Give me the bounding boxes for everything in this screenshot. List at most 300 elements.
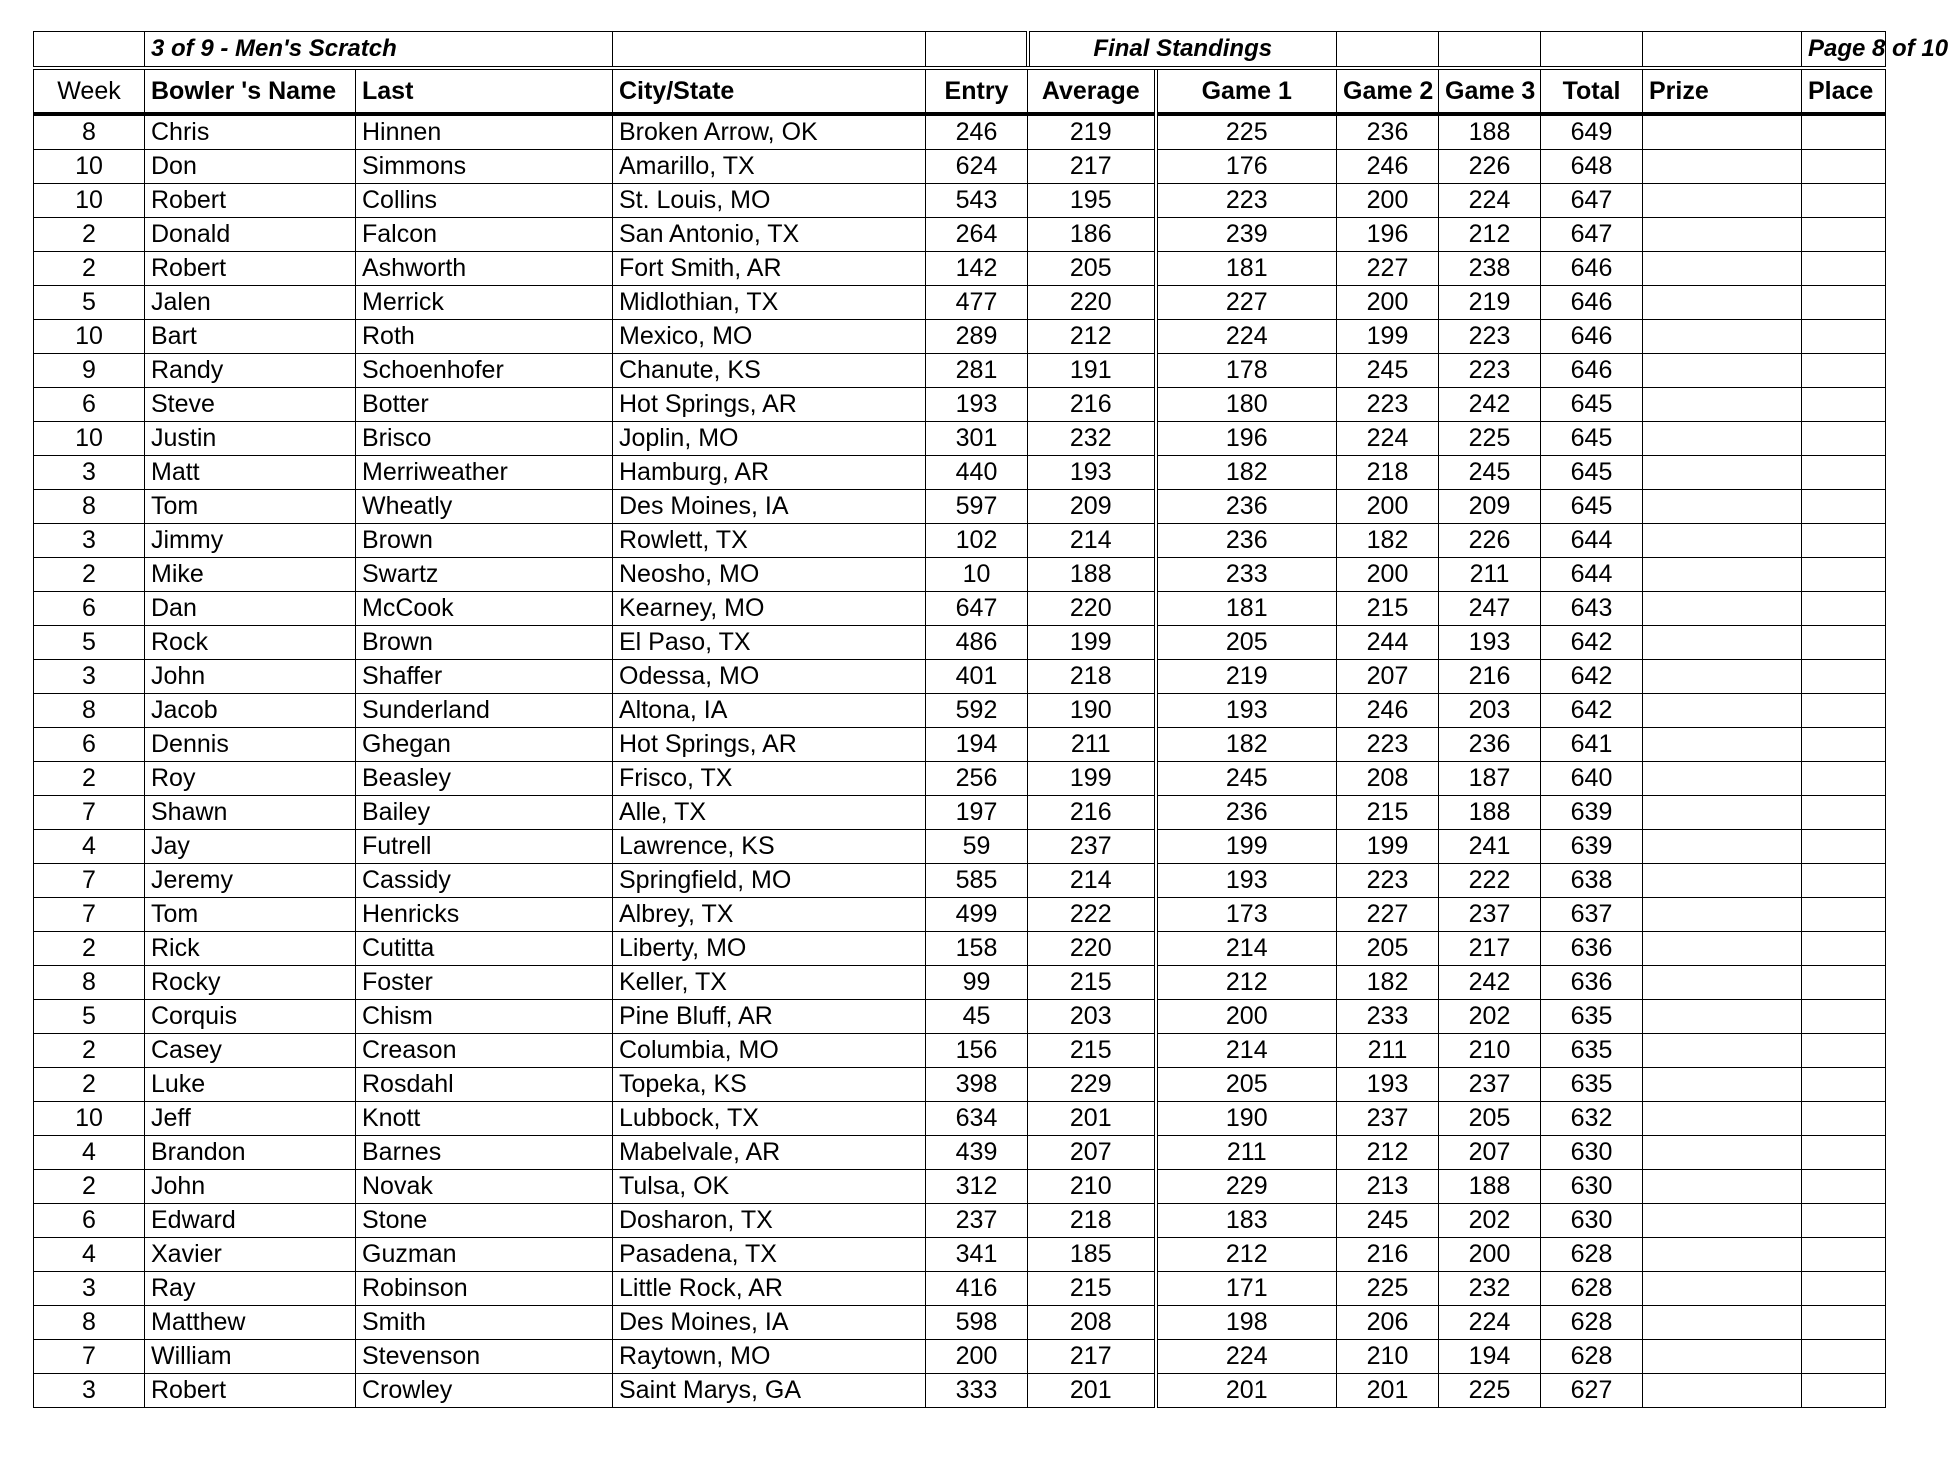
cell-last-name: Brown [356, 626, 613, 660]
cell-first-name: Rocky [145, 966, 356, 1000]
col-game-2: Game 2 [1337, 68, 1439, 114]
cell-week: 10 [34, 150, 145, 184]
cell-average: 207 [1028, 1136, 1156, 1170]
cell-entry: 256 [926, 762, 1028, 796]
cell-last-name: Merrick [356, 286, 613, 320]
cell-week: 4 [34, 830, 145, 864]
cell-game-2: 225 [1337, 1272, 1439, 1306]
cell-prize [1643, 1000, 1802, 1034]
cell-place [1802, 320, 1886, 354]
title-row [34, 32, 1886, 69]
cell-total: 627 [1541, 1374, 1643, 1408]
cell-game-1: 182 [1156, 728, 1337, 762]
cell-week: 8 [34, 1306, 145, 1340]
cell-last-name: Cassidy [356, 864, 613, 898]
cell-last-name: Brown [356, 524, 613, 558]
cell-city-state: Mexico, MO [613, 320, 926, 354]
cell-prize [1643, 762, 1802, 796]
cell-place [1802, 252, 1886, 286]
table-row [34, 1136, 1886, 1170]
cell-game-1: 196 [1156, 422, 1337, 456]
cell-week: 6 [34, 728, 145, 762]
cell-entry: 197 [926, 796, 1028, 830]
cell-city-state: Keller, TX [613, 966, 926, 1000]
cell-game-3: 210 [1439, 1034, 1541, 1068]
cell-total: 639 [1541, 796, 1643, 830]
cell-average: 211 [1028, 728, 1156, 762]
cell-last-name: Shaffer [356, 660, 613, 694]
cell-total: 644 [1541, 524, 1643, 558]
cell-game-3: 187 [1439, 762, 1541, 796]
cell-first-name: Dennis [145, 728, 356, 762]
cell-week: 2 [34, 558, 145, 592]
cell-week: 6 [34, 1204, 145, 1238]
cell-game-2: 216 [1337, 1238, 1439, 1272]
cell-last-name: Guzman [356, 1238, 613, 1272]
cell-game-1: 236 [1156, 490, 1337, 524]
cell-game-2: 205 [1337, 932, 1439, 966]
cell-city-state: Hot Springs, AR [613, 388, 926, 422]
cell-last-name: Rosdahl [356, 1068, 613, 1102]
cell-game-3: 223 [1439, 354, 1541, 388]
standings-table [33, 31, 1948, 1408]
cell-place [1802, 1068, 1886, 1102]
table-row [34, 320, 1886, 354]
cell-week: 3 [34, 1272, 145, 1306]
cell-game-1: 180 [1156, 388, 1337, 422]
cell-game-2: 206 [1337, 1306, 1439, 1340]
col-prize: Prize [1643, 68, 1802, 114]
cell-game-1: 181 [1156, 592, 1337, 626]
cell-first-name: Randy [145, 354, 356, 388]
table-row [34, 218, 1886, 252]
table-row [34, 388, 1886, 422]
cell-entry: 301 [926, 422, 1028, 456]
cell-first-name: Steve [145, 388, 356, 422]
cell-game-2: 201 [1337, 1374, 1439, 1408]
cell-week: 8 [34, 490, 145, 524]
cell-entry: 264 [926, 218, 1028, 252]
cell-game-1: 236 [1156, 524, 1337, 558]
cell-first-name: Mike [145, 558, 356, 592]
cell-city-state: Little Rock, AR [613, 1272, 926, 1306]
cell-prize [1643, 286, 1802, 320]
table-row [34, 1306, 1886, 1340]
cell-total: 645 [1541, 456, 1643, 490]
cell-place [1802, 762, 1886, 796]
cell-game-1: 211 [1156, 1136, 1337, 1170]
cell-game-3: 224 [1439, 1306, 1541, 1340]
cell-average: 220 [1028, 286, 1156, 320]
cell-city-state: Pine Bluff, AR [613, 1000, 926, 1034]
cell-prize [1643, 1374, 1802, 1408]
table-row [34, 114, 1886, 150]
cell-entry: 289 [926, 320, 1028, 354]
cell-entry: 416 [926, 1272, 1028, 1306]
cell-game-1: 223 [1156, 184, 1337, 218]
cell-first-name: Xavier [145, 1238, 356, 1272]
cell-game-2: 223 [1337, 864, 1439, 898]
cell-week: 8 [34, 966, 145, 1000]
cell-game-3: 241 [1439, 830, 1541, 864]
cell-week: 3 [34, 660, 145, 694]
cell-place [1802, 1204, 1886, 1238]
cell-entry: 585 [926, 864, 1028, 898]
cell-entry: 102 [926, 524, 1028, 558]
cell-last-name: Foster [356, 966, 613, 1000]
cell-game-1: 201 [1156, 1374, 1337, 1408]
cell-game-1: 193 [1156, 694, 1337, 728]
cell-entry: 59 [926, 830, 1028, 864]
cell-city-state: Chanute, KS [613, 354, 926, 388]
cell-game-2: 218 [1337, 456, 1439, 490]
cell-total: 647 [1541, 218, 1643, 252]
cell-game-1: 227 [1156, 286, 1337, 320]
table-row [34, 932, 1886, 966]
cell-entry: 312 [926, 1170, 1028, 1204]
cell-average: 210 [1028, 1170, 1156, 1204]
cell-week: 7 [34, 898, 145, 932]
cell-first-name: Casey [145, 1034, 356, 1068]
cell-place [1802, 932, 1886, 966]
cell-place [1802, 898, 1886, 932]
cell-game-2: 182 [1337, 966, 1439, 1000]
cell-game-2: 244 [1337, 626, 1439, 660]
cell-prize [1643, 1170, 1802, 1204]
cell-game-1: 171 [1156, 1272, 1337, 1306]
cell-game-2: 233 [1337, 1000, 1439, 1034]
cell-city-state: Odessa, MO [613, 660, 926, 694]
col-entry: Entry [926, 68, 1028, 114]
table-row [34, 898, 1886, 932]
cell-prize [1643, 1136, 1802, 1170]
cell-place [1802, 218, 1886, 252]
cell-place [1802, 694, 1886, 728]
cell-total: 635 [1541, 1034, 1643, 1068]
cell-place [1802, 592, 1886, 626]
cell-week: 10 [34, 320, 145, 354]
table-row [34, 762, 1886, 796]
cell-first-name: Tom [145, 898, 356, 932]
cell-city-state: Altona, IA [613, 694, 926, 728]
cell-city-state: Broken Arrow, OK [613, 114, 926, 150]
cell-total: 635 [1541, 1000, 1643, 1034]
cell-game-1: 205 [1156, 1068, 1337, 1102]
cell-game-2: 212 [1337, 1136, 1439, 1170]
col-place: Place [1802, 68, 1886, 114]
cell-game-3: 219 [1439, 286, 1541, 320]
cell-place [1802, 1272, 1886, 1306]
cell-first-name: Jeff [145, 1102, 356, 1136]
cell-last-name: Botter [356, 388, 613, 422]
cell-average: 216 [1028, 388, 1156, 422]
cell-first-name: Corquis [145, 1000, 356, 1034]
cell-total: 628 [1541, 1306, 1643, 1340]
cell-last-name: Knott [356, 1102, 613, 1136]
cell-city-state: Kearney, MO [613, 592, 926, 626]
cell-week: 5 [34, 1000, 145, 1034]
col-city-state: City/State [613, 68, 926, 114]
cell-game-3: 216 [1439, 660, 1541, 694]
cell-prize [1643, 422, 1802, 456]
cell-game-1: 229 [1156, 1170, 1337, 1204]
table-row [34, 1102, 1886, 1136]
cell-week: 2 [34, 218, 145, 252]
cell-prize [1643, 592, 1802, 626]
cell-city-state: Mabelvale, AR [613, 1136, 926, 1170]
cell-first-name: Robert [145, 184, 356, 218]
cell-place [1802, 1000, 1886, 1034]
cell-entry: 486 [926, 626, 1028, 660]
col-first-name: Bowler 's Name [145, 68, 356, 114]
cell-city-state: El Paso, TX [613, 626, 926, 660]
cell-entry: 341 [926, 1238, 1028, 1272]
col-last-name: Last [356, 68, 613, 114]
cell-place [1802, 524, 1886, 558]
cell-average: 217 [1028, 150, 1156, 184]
cell-average: 205 [1028, 252, 1156, 286]
cell-week: 9 [34, 354, 145, 388]
cell-average: 208 [1028, 1306, 1156, 1340]
table-row [34, 422, 1886, 456]
cell-total: 646 [1541, 286, 1643, 320]
col-total: Total [1541, 68, 1643, 114]
table-row [34, 184, 1886, 218]
cell-week: 2 [34, 1068, 145, 1102]
cell-average: 190 [1028, 694, 1156, 728]
cell-total: 636 [1541, 932, 1643, 966]
table-row [34, 1170, 1886, 1204]
cell-game-1: 183 [1156, 1204, 1337, 1238]
cell-last-name: Sunderland [356, 694, 613, 728]
cell-game-1: 214 [1156, 1034, 1337, 1068]
cell-total: 628 [1541, 1272, 1643, 1306]
cell-game-1: 193 [1156, 864, 1337, 898]
cell-last-name: Merriweather [356, 456, 613, 490]
cell-game-2: 223 [1337, 728, 1439, 762]
cell-city-state: Hot Springs, AR [613, 728, 926, 762]
cell-game-2: 215 [1337, 592, 1439, 626]
cell-prize [1643, 1204, 1802, 1238]
cell-game-2: 236 [1337, 114, 1439, 150]
cell-game-1: 214 [1156, 932, 1337, 966]
cell-prize [1643, 1306, 1802, 1340]
cell-entry: 624 [926, 150, 1028, 184]
cell-game-3: 242 [1439, 966, 1541, 1000]
cell-place [1802, 114, 1886, 150]
cell-game-3: 202 [1439, 1000, 1541, 1034]
cell-place [1802, 1170, 1886, 1204]
cell-city-state: Columbia, MO [613, 1034, 926, 1068]
cell-place [1802, 1374, 1886, 1408]
cell-game-3: 232 [1439, 1272, 1541, 1306]
cell-city-state: Topeka, KS [613, 1068, 926, 1102]
cell-last-name: Wheatly [356, 490, 613, 524]
cell-game-3: 223 [1439, 320, 1541, 354]
cell-city-state: Raytown, MO [613, 1340, 926, 1374]
cell-city-state: Hamburg, AR [613, 456, 926, 490]
cell-prize [1643, 796, 1802, 830]
cell-first-name: Rick [145, 932, 356, 966]
cell-first-name: Robert [145, 252, 356, 286]
cell-week: 7 [34, 796, 145, 830]
cell-total: 649 [1541, 114, 1643, 150]
cell-city-state: Alle, TX [613, 796, 926, 830]
cell-entry: 10 [926, 558, 1028, 592]
cell-average: 209 [1028, 490, 1156, 524]
table-row [34, 558, 1886, 592]
cell-prize [1643, 864, 1802, 898]
cell-prize [1643, 1272, 1802, 1306]
cell-first-name: Edward [145, 1204, 356, 1238]
cell-total: 648 [1541, 150, 1643, 184]
cell-game-2: 246 [1337, 150, 1439, 184]
cell-game-2: 224 [1337, 422, 1439, 456]
cell-total: 632 [1541, 1102, 1643, 1136]
cell-prize [1643, 898, 1802, 932]
cell-prize [1643, 252, 1802, 286]
cell-entry: 647 [926, 592, 1028, 626]
table-row [34, 864, 1886, 898]
cell-game-1: 200 [1156, 1000, 1337, 1034]
cell-first-name: Shawn [145, 796, 356, 830]
cell-average: 201 [1028, 1102, 1156, 1136]
cell-city-state: Tulsa, OK [613, 1170, 926, 1204]
cell-entry: 477 [926, 286, 1028, 320]
cell-place [1802, 1238, 1886, 1272]
cell-week: 7 [34, 864, 145, 898]
cell-game-2: 182 [1337, 524, 1439, 558]
cell-total: 645 [1541, 422, 1643, 456]
cell-first-name: Dan [145, 592, 356, 626]
cell-entry: 592 [926, 694, 1028, 728]
cell-average: 232 [1028, 422, 1156, 456]
cell-game-3: 224 [1439, 184, 1541, 218]
header-row [34, 68, 1886, 114]
table-row [34, 1204, 1886, 1238]
cell-prize [1643, 694, 1802, 728]
cell-average: 219 [1028, 114, 1156, 150]
cell-first-name: John [145, 1170, 356, 1204]
cell-game-1: 205 [1156, 626, 1337, 660]
cell-prize [1643, 830, 1802, 864]
cell-last-name: Stone [356, 1204, 613, 1238]
cell-place [1802, 184, 1886, 218]
cell-city-state: Des Moines, IA [613, 1306, 926, 1340]
table-row [34, 966, 1886, 1000]
cell-first-name: Jimmy [145, 524, 356, 558]
table-row [34, 796, 1886, 830]
cell-entry: 156 [926, 1034, 1028, 1068]
cell-game-3: 207 [1439, 1136, 1541, 1170]
cell-total: 640 [1541, 762, 1643, 796]
cell-game-2: 200 [1337, 490, 1439, 524]
cell-average: 201 [1028, 1374, 1156, 1408]
cell-game-2: 199 [1337, 320, 1439, 354]
cell-game-1: 198 [1156, 1306, 1337, 1340]
cell-city-state: Frisco, TX [613, 762, 926, 796]
cell-first-name: Luke [145, 1068, 356, 1102]
table-row [34, 694, 1886, 728]
cell-first-name: Jeremy [145, 864, 356, 898]
cell-game-3: 222 [1439, 864, 1541, 898]
cell-prize [1643, 456, 1802, 490]
cell-game-2: 210 [1337, 1340, 1439, 1374]
cell-place [1802, 796, 1886, 830]
cell-week: 6 [34, 592, 145, 626]
cell-average: 220 [1028, 932, 1156, 966]
cell-last-name: McCook [356, 592, 613, 626]
cell-entry: 193 [926, 388, 1028, 422]
cell-game-3: 194 [1439, 1340, 1541, 1374]
cell-game-2: 213 [1337, 1170, 1439, 1204]
cell-average: 186 [1028, 218, 1156, 252]
cell-total: 646 [1541, 252, 1643, 286]
cell-game-3: 225 [1439, 1374, 1541, 1408]
cell-last-name: Barnes [356, 1136, 613, 1170]
cell-total: 642 [1541, 660, 1643, 694]
cell-entry: 333 [926, 1374, 1028, 1408]
cell-first-name: Robert [145, 1374, 356, 1408]
cell-game-3: 225 [1439, 422, 1541, 456]
cell-place [1802, 1340, 1886, 1374]
cell-week: 5 [34, 626, 145, 660]
cell-place [1802, 1306, 1886, 1340]
cell-last-name: Collins [356, 184, 613, 218]
cell-total: 630 [1541, 1204, 1643, 1238]
cell-average: 218 [1028, 1204, 1156, 1238]
cell-game-2: 207 [1337, 660, 1439, 694]
cell-first-name: Matthew [145, 1306, 356, 1340]
cell-first-name: Rock [145, 626, 356, 660]
cell-week: 6 [34, 388, 145, 422]
cell-game-2: 208 [1337, 762, 1439, 796]
cell-first-name: Justin [145, 422, 356, 456]
cell-week: 3 [34, 1374, 145, 1408]
cell-game-2: 245 [1337, 1204, 1439, 1238]
cell-entry: 499 [926, 898, 1028, 932]
cell-entry: 281 [926, 354, 1028, 388]
report-title: Final Standings [1028, 32, 1337, 69]
cell-entry: 401 [926, 660, 1028, 694]
cell-week: 5 [34, 286, 145, 320]
cell-place [1802, 422, 1886, 456]
cell-total: 646 [1541, 354, 1643, 388]
cell-last-name: Swartz [356, 558, 613, 592]
cell-game-3: 205 [1439, 1102, 1541, 1136]
cell-last-name: Creason [356, 1034, 613, 1068]
cell-prize [1643, 1102, 1802, 1136]
cell-city-state: Des Moines, IA [613, 490, 926, 524]
cell-entry: 439 [926, 1136, 1028, 1170]
cell-entry: 237 [926, 1204, 1028, 1238]
cell-city-state: Amarillo, TX [613, 150, 926, 184]
cell-average: 237 [1028, 830, 1156, 864]
cell-game-1: 176 [1156, 150, 1337, 184]
cell-total: 637 [1541, 898, 1643, 932]
cell-game-1: 182 [1156, 456, 1337, 490]
table-row [34, 1272, 1886, 1306]
cell-first-name: William [145, 1340, 356, 1374]
cell-game-1: 173 [1156, 898, 1337, 932]
cell-total: 628 [1541, 1340, 1643, 1374]
cell-city-state: Springfield, MO [613, 864, 926, 898]
cell-city-state: Fort Smith, AR [613, 252, 926, 286]
cell-game-3: 203 [1439, 694, 1541, 728]
cell-game-1: 233 [1156, 558, 1337, 592]
cell-total: 630 [1541, 1136, 1643, 1170]
cell-prize [1643, 966, 1802, 1000]
